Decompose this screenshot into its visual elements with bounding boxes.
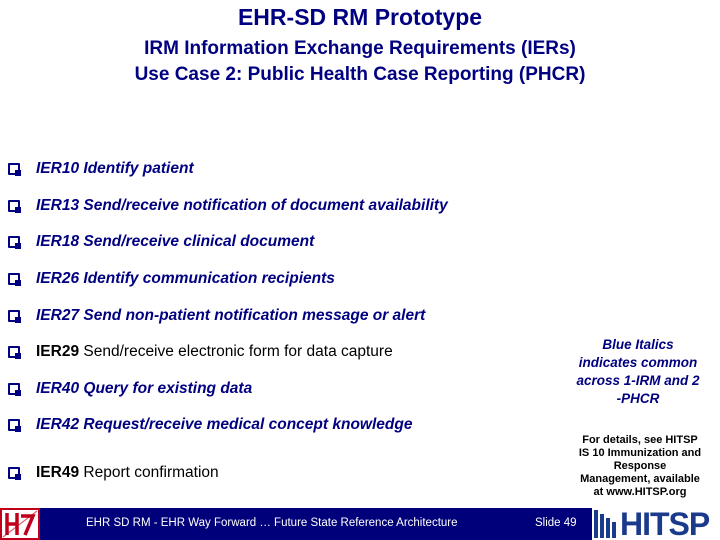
ier-description: Report confirmation [79, 464, 219, 481]
note-line: across 1-IRM and 2 [576, 373, 700, 388]
note-line: indicates common [578, 355, 698, 370]
bullet-text: IER18 Send/receive clinical document [36, 233, 315, 250]
bullet-text: IER42 Request/receive medical concept knowledge [36, 416, 413, 433]
bullet-text: IER26 Identify communication recipients [36, 270, 335, 287]
details-line: Management, available [580, 473, 700, 485]
checkbox-bullet-icon [8, 346, 20, 358]
details-line: IS 10 Immunization and [578, 447, 702, 459]
bullet-ier29 [8, 341, 393, 363]
checkbox-bullet-icon [8, 273, 20, 285]
hl7-logo [0, 508, 40, 540]
checkbox-bullet-icon [8, 467, 20, 479]
legend-note [556, 336, 720, 408]
bullet-text: IER13 Send/receive notification of document availability [36, 197, 448, 214]
slide-title: EHR-SD RM Prototype [237, 4, 483, 30]
checkbox-bullet-icon [8, 200, 20, 212]
subtitle-line-1: IRM Information Exchange Requirements (IERs) [144, 38, 576, 59]
details-line: at www.HITSP.org [593, 486, 687, 498]
bullet-text [36, 464, 219, 482]
ier-code: IER49 [36, 464, 80, 481]
checkbox-bullet-icon [8, 419, 20, 431]
ier-description: Send/receive electronic form for data capture [79, 343, 393, 360]
bullet-ier10 [8, 158, 194, 180]
bullet-ier27 [8, 305, 425, 327]
details-line: For details, see HITSP [582, 434, 698, 446]
checkbox-bullet-icon [8, 383, 20, 395]
hitsp-wordmark: HITSP [620, 506, 710, 540]
bullet-text: IER27 Send non-patient notification message or alert [36, 307, 426, 324]
note-line: Blue Italics [602, 337, 674, 352]
slide-number: Slide 49 [535, 517, 577, 529]
bullet-ier18 [8, 231, 314, 253]
bullet-ier42 [8, 414, 412, 436]
ier-code: IER29 [36, 343, 80, 360]
subtitle-line-2: Use Case 2: Public Health Case Reporting (PHCR) [134, 64, 586, 85]
hitsp-logo [592, 504, 720, 540]
hl7-logo-mark [0, 508, 40, 540]
bullet-ier13 [8, 195, 448, 217]
bullet-text: IER10 Identify patient [36, 160, 194, 177]
details-note [560, 434, 720, 499]
bullet-text: IER40 Query for existing data [36, 380, 253, 397]
checkbox-bullet-icon [8, 310, 20, 322]
footer-text: EHR SD RM - EHR Way Forward … Future State Reference Architecture [86, 517, 458, 529]
checkbox-bullet-icon [8, 163, 20, 175]
note-line: -PHCR [616, 391, 660, 406]
bullet-ier49 [8, 462, 219, 484]
hitsp-bars-icon [592, 504, 620, 540]
bullet-ier26 [8, 268, 335, 290]
details-line: Response [613, 460, 667, 472]
bullet-text [36, 343, 393, 361]
checkbox-bullet-icon [8, 236, 20, 248]
bullet-ier40 [8, 378, 252, 400]
